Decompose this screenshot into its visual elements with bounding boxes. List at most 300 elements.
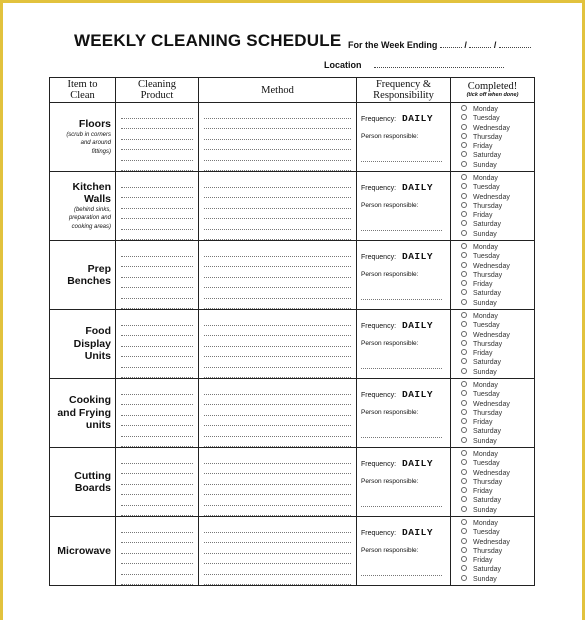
- circle-icon[interactable]: [461, 124, 467, 130]
- item-cell: [50, 517, 116, 586]
- frequency-label: Frequency:: [361, 116, 397, 123]
- day-checkbox[interactable]: [461, 202, 534, 211]
- day-label: Saturday: [473, 359, 502, 367]
- method-line[interactable]: [204, 368, 351, 379]
- product-line[interactable]: [121, 177, 193, 188]
- product-line[interactable]: [121, 161, 193, 172]
- circle-icon[interactable]: [461, 202, 467, 208]
- day-checkbox[interactable]: [461, 538, 534, 547]
- method-line[interactable]: [204, 161, 351, 172]
- day-checkbox[interactable]: [461, 105, 534, 114]
- day-checkbox[interactable]: [461, 469, 534, 478]
- method-line[interactable]: [204, 140, 351, 151]
- product-cell[interactable]: [116, 172, 199, 241]
- circle-icon[interactable]: [461, 299, 467, 305]
- day-label: Sunday: [473, 230, 497, 238]
- method-line[interactable]: [204, 416, 351, 427]
- circle-icon[interactable]: [461, 496, 467, 502]
- product-line[interactable]: [121, 543, 193, 554]
- day-checkbox[interactable]: [461, 340, 534, 349]
- day-checkbox[interactable]: [461, 299, 534, 308]
- product-line[interactable]: [121, 426, 193, 437]
- day-label: Sunday: [473, 299, 497, 307]
- day-checkbox[interactable]: [461, 289, 534, 298]
- day-label: Wednesday: [473, 124, 510, 132]
- circle-icon[interactable]: [461, 459, 467, 465]
- circle-icon[interactable]: [461, 381, 467, 387]
- day-label: Monday: [473, 382, 498, 389]
- schedule-row: [50, 172, 535, 241]
- frequency-value: DAILY: [402, 320, 434, 331]
- method-line[interactable]: [204, 188, 351, 199]
- circle-icon[interactable]: [461, 331, 467, 337]
- method-line[interactable]: [204, 495, 351, 506]
- circle-icon[interactable]: [461, 478, 467, 484]
- product-line[interactable]: [121, 129, 193, 140]
- method-line[interactable]: [204, 299, 351, 310]
- person-responsible-line[interactable]: [361, 230, 442, 231]
- week-slash-2: /: [493, 40, 497, 50]
- day-checkbox[interactable]: [461, 151, 534, 160]
- circle-icon[interactable]: [461, 358, 467, 364]
- frequency-text: [361, 251, 433, 262]
- location-field[interactable]: [324, 58, 504, 70]
- method-line[interactable]: [204, 543, 351, 554]
- method-line[interactable]: [204, 453, 351, 464]
- completed-cell: [451, 103, 535, 172]
- method-line[interactable]: [204, 150, 351, 161]
- day-checkbox[interactable]: [461, 418, 534, 427]
- product-line[interactable]: [121, 416, 193, 427]
- circle-icon[interactable]: [461, 450, 467, 456]
- day-checkbox[interactable]: [461, 565, 534, 574]
- schedule-row: [50, 379, 535, 448]
- circle-icon[interactable]: [461, 469, 467, 475]
- day-checkbox[interactable]: [461, 220, 534, 229]
- circle-icon[interactable]: [461, 368, 467, 374]
- day-checkbox[interactable]: [461, 478, 534, 487]
- frequency-value: DAILY: [402, 527, 434, 538]
- circle-icon[interactable]: [461, 400, 467, 406]
- frequency-text: [361, 389, 433, 400]
- item-cell: [50, 241, 116, 310]
- page-title: WEEKLY CLEANING SCHEDULE: [74, 31, 342, 50]
- circle-icon[interactable]: [461, 409, 467, 415]
- day-checkbox[interactable]: [461, 331, 534, 340]
- method-line[interactable]: [204, 464, 351, 475]
- product-line[interactable]: [121, 209, 193, 220]
- product-line[interactable]: [121, 368, 193, 379]
- item-note: (scrub in corners: [66, 131, 111, 138]
- method-line[interactable]: [204, 119, 351, 130]
- circle-icon[interactable]: [461, 349, 467, 355]
- person-responsible-label: Person responsible:: [361, 133, 419, 140]
- header-completed: Completed! (tick off when done): [451, 78, 535, 103]
- product-line[interactable]: [121, 395, 193, 406]
- method-cell[interactable]: [199, 172, 357, 241]
- method-cell[interactable]: [199, 241, 357, 310]
- day-checkbox[interactable]: [461, 174, 534, 183]
- product-cell[interactable]: [116, 103, 199, 172]
- day-checkbox[interactable]: [461, 358, 534, 367]
- product-line[interactable]: [121, 474, 193, 485]
- day-checkbox[interactable]: [461, 437, 534, 446]
- day-label: Wednesday: [473, 469, 510, 477]
- circle-icon[interactable]: [461, 547, 467, 553]
- day-label: Tuesday: [473, 115, 500, 123]
- day-checkbox[interactable]: [461, 506, 534, 515]
- frequency-value: DAILY: [402, 251, 434, 262]
- circle-icon[interactable]: [461, 220, 467, 226]
- method-line[interactable]: [204, 564, 351, 575]
- method-line[interactable]: [204, 246, 351, 257]
- day-label: Sunday: [473, 368, 497, 376]
- person-responsible-label: Person responsible:: [361, 202, 419, 209]
- circle-icon[interactable]: [461, 538, 467, 544]
- product-line[interactable]: [121, 150, 193, 161]
- circle-icon[interactable]: [461, 183, 467, 189]
- day-label: Tuesday: [473, 460, 500, 468]
- method-line[interactable]: [204, 288, 351, 299]
- schedule-row: [50, 517, 535, 586]
- product-line[interactable]: [121, 384, 193, 395]
- location-blank[interactable]: [374, 58, 504, 68]
- day-label: Friday: [473, 488, 493, 496]
- method-line[interactable]: [204, 230, 351, 241]
- method-line[interactable]: [204, 209, 351, 220]
- schedule-row: [50, 448, 535, 517]
- schedule-row: [50, 241, 535, 310]
- method-line[interactable]: [204, 395, 351, 406]
- product-line[interactable]: [121, 485, 193, 496]
- circle-icon[interactable]: [461, 556, 467, 562]
- completed-cell: [451, 310, 535, 379]
- day-label: Friday: [473, 419, 493, 427]
- method-line[interactable]: [204, 336, 351, 347]
- person-responsible-line[interactable]: [361, 368, 442, 369]
- day-checkbox[interactable]: [461, 390, 534, 399]
- frequency-value: DAILY: [402, 182, 434, 193]
- product-line[interactable]: [121, 315, 193, 326]
- product-line[interactable]: [121, 533, 193, 544]
- day-label: Saturday: [473, 497, 502, 505]
- method-line[interactable]: [204, 522, 351, 533]
- day-checkbox[interactable]: [461, 349, 534, 358]
- frequency-label: Frequency:: [361, 392, 397, 399]
- day-checkbox[interactable]: [461, 368, 534, 377]
- item-cell: [50, 310, 116, 379]
- circle-icon[interactable]: [461, 321, 467, 327]
- product-line[interactable]: [121, 257, 193, 268]
- person-responsible-line[interactable]: [361, 161, 442, 162]
- item-name: Floors: [78, 118, 111, 130]
- item-name: Food: [85, 325, 111, 338]
- circle-icon[interactable]: [461, 506, 467, 512]
- method-line[interactable]: [204, 177, 351, 188]
- method-cell[interactable]: [199, 448, 357, 517]
- day-label: Tuesday: [473, 529, 500, 537]
- circle-icon[interactable]: [461, 161, 467, 167]
- product-line[interactable]: [121, 405, 193, 416]
- person-responsible-line[interactable]: [361, 299, 442, 300]
- day-checkbox[interactable]: [461, 519, 534, 528]
- product-line[interactable]: [121, 554, 193, 565]
- day-checkbox[interactable]: [461, 124, 534, 133]
- week-day-blank[interactable]: [440, 38, 462, 48]
- week-slash-1: /: [464, 40, 467, 50]
- day-checkbox[interactable]: [461, 211, 534, 220]
- product-line[interactable]: [121, 108, 193, 119]
- method-line[interactable]: [204, 384, 351, 395]
- method-line[interactable]: [204, 219, 351, 230]
- item-note: preparation and: [68, 215, 111, 222]
- method-line[interactable]: [204, 554, 351, 565]
- day-checkbox[interactable]: [461, 575, 534, 584]
- schedule-table: [49, 77, 535, 586]
- table-header-row: [50, 78, 535, 103]
- product-line[interactable]: [121, 336, 193, 347]
- week-ending-label: For the Week Ending: [348, 40, 438, 50]
- day-label: Monday: [473, 175, 498, 182]
- day-checkbox[interactable]: [461, 271, 534, 280]
- location-label: Location: [324, 60, 362, 70]
- product-line[interactable]: [121, 230, 193, 241]
- circle-icon[interactable]: [461, 437, 467, 443]
- product-cell[interactable]: [116, 448, 199, 517]
- method-line[interactable]: [204, 575, 351, 586]
- day-checkbox[interactable]: [461, 183, 534, 192]
- product-cell[interactable]: [116, 310, 199, 379]
- day-checkbox[interactable]: [461, 487, 534, 496]
- day-checkbox[interactable]: [461, 321, 534, 330]
- product-line[interactable]: [121, 495, 193, 506]
- circle-icon[interactable]: [461, 390, 467, 396]
- circle-icon[interactable]: [461, 487, 467, 493]
- product-line[interactable]: [121, 326, 193, 337]
- day-checkbox[interactable]: [461, 427, 534, 436]
- product-line[interactable]: [121, 437, 193, 448]
- day-checkbox[interactable]: [461, 133, 534, 142]
- day-label: Thursday: [473, 409, 503, 417]
- frequency-text: [361, 113, 433, 124]
- circle-icon[interactable]: [461, 271, 467, 277]
- method-line[interactable]: [204, 129, 351, 140]
- method-cell[interactable]: [199, 379, 357, 448]
- method-line[interactable]: [204, 437, 351, 448]
- method-line[interactable]: [204, 278, 351, 289]
- item-name: Cooking: [69, 394, 111, 407]
- circle-icon[interactable]: [461, 105, 467, 111]
- day-checkbox[interactable]: [461, 547, 534, 556]
- day-label: Sunday: [473, 161, 497, 169]
- product-cell[interactable]: [116, 379, 199, 448]
- method-line[interactable]: [204, 474, 351, 485]
- completed-cell: [451, 172, 535, 241]
- day-checkbox[interactable]: [461, 142, 534, 151]
- person-responsible-label: Person responsible:: [361, 271, 419, 278]
- day-checkbox[interactable]: [461, 243, 534, 252]
- product-line[interactable]: [121, 278, 193, 289]
- day-checkbox[interactable]: [461, 450, 534, 459]
- day-label: Thursday: [473, 202, 503, 210]
- frequency-text: [361, 182, 433, 193]
- circle-icon[interactable]: [461, 312, 467, 318]
- product-line[interactable]: [121, 564, 193, 575]
- circle-icon[interactable]: [461, 340, 467, 346]
- method-line[interactable]: [204, 485, 351, 496]
- product-line[interactable]: [121, 119, 193, 130]
- product-line[interactable]: [121, 299, 193, 310]
- day-checkbox[interactable]: [461, 409, 534, 418]
- person-responsible-label: Person responsible:: [361, 478, 419, 485]
- circle-icon[interactable]: [461, 243, 467, 249]
- method-line[interactable]: [204, 326, 351, 337]
- completed-note: (tick off when done): [466, 92, 519, 98]
- product-cell[interactable]: [116, 241, 199, 310]
- day-checkbox[interactable]: [461, 496, 534, 505]
- circle-icon[interactable]: [461, 174, 467, 180]
- product-line[interactable]: [121, 506, 193, 517]
- frequency-text: [361, 527, 433, 538]
- circle-icon[interactable]: [461, 230, 467, 236]
- method-line[interactable]: [204, 506, 351, 517]
- product-line[interactable]: [121, 267, 193, 278]
- day-label: Monday: [473, 451, 498, 458]
- circle-icon[interactable]: [461, 133, 467, 139]
- circle-icon[interactable]: [461, 252, 467, 258]
- product-cell[interactable]: [116, 517, 199, 586]
- method-line[interactable]: [204, 257, 351, 268]
- person-responsible-line[interactable]: [361, 575, 442, 576]
- day-checkbox[interactable]: [461, 114, 534, 123]
- week-ending-field[interactable]: [348, 38, 531, 50]
- frequency-label: Frequency:: [361, 461, 397, 468]
- day-label: Saturday: [473, 428, 502, 436]
- completed-cell: [451, 241, 535, 310]
- day-checkbox[interactable]: [461, 262, 534, 271]
- day-label: Saturday: [473, 566, 502, 574]
- product-line[interactable]: [121, 464, 193, 475]
- product-line[interactable]: [121, 357, 193, 368]
- circle-icon[interactable]: [461, 114, 467, 120]
- product-line[interactable]: [121, 140, 193, 151]
- method-cell[interactable]: [199, 517, 357, 586]
- day-checkbox[interactable]: [461, 381, 534, 390]
- method-line[interactable]: [204, 357, 351, 368]
- circle-icon[interactable]: [461, 280, 467, 286]
- item-name: Walls: [83, 193, 111, 206]
- day-checkbox[interactable]: [461, 528, 534, 537]
- day-checkbox[interactable]: [461, 161, 534, 170]
- frequency-label: Frequency:: [361, 323, 397, 330]
- week-month-blank[interactable]: [469, 38, 491, 48]
- product-line[interactable]: [121, 453, 193, 464]
- person-responsible-line[interactable]: [361, 437, 442, 438]
- method-cell[interactable]: [199, 103, 357, 172]
- day-label: Monday: [473, 520, 498, 527]
- method-cell[interactable]: [199, 310, 357, 379]
- item-cell: [50, 103, 116, 172]
- product-line[interactable]: [121, 219, 193, 230]
- day-label: Thursday: [473, 478, 503, 486]
- method-line[interactable]: [204, 405, 351, 416]
- day-label: Tuesday: [473, 253, 500, 261]
- item-name: Benches: [67, 275, 111, 287]
- item-cell: [50, 172, 116, 241]
- method-line[interactable]: [204, 426, 351, 437]
- method-line[interactable]: [204, 533, 351, 544]
- circle-icon[interactable]: [461, 262, 467, 268]
- circle-icon[interactable]: [461, 427, 467, 433]
- day-checkbox[interactable]: [461, 230, 534, 239]
- person-responsible-label: Person responsible:: [361, 340, 419, 347]
- product-line[interactable]: [121, 347, 193, 358]
- product-line[interactable]: [121, 246, 193, 257]
- person-responsible-line[interactable]: [361, 506, 442, 507]
- day-label: Tuesday: [473, 391, 500, 399]
- circle-icon[interactable]: [461, 142, 467, 148]
- item-name: Boards: [74, 482, 111, 494]
- item-note: cooking areas): [71, 223, 111, 230]
- circle-icon[interactable]: [461, 519, 467, 525]
- day-label: Thursday: [473, 547, 503, 555]
- day-checkbox[interactable]: [461, 280, 534, 289]
- method-line[interactable]: [204, 198, 351, 209]
- circle-icon[interactable]: [461, 528, 467, 534]
- frequency-value: DAILY: [402, 458, 434, 469]
- frequency-cell: [357, 517, 451, 586]
- circle-icon[interactable]: [461, 151, 467, 157]
- product-line[interactable]: [121, 575, 193, 586]
- schedule-row: [50, 310, 535, 379]
- item-note: fittings): [91, 148, 111, 155]
- day-label: Monday: [473, 313, 498, 320]
- day-checkbox[interactable]: [461, 312, 534, 321]
- circle-icon[interactable]: [461, 211, 467, 217]
- product-line[interactable]: [121, 188, 193, 199]
- circle-icon[interactable]: [461, 193, 467, 199]
- day-label: Thursday: [473, 340, 503, 348]
- item-name: Kitchen: [72, 180, 111, 193]
- item-name: units: [85, 419, 111, 432]
- product-line[interactable]: [121, 288, 193, 299]
- circle-icon[interactable]: [461, 289, 467, 295]
- day-label: Wednesday: [473, 400, 510, 408]
- frequency-label: Frequency:: [361, 530, 397, 537]
- day-checkbox[interactable]: [461, 193, 534, 202]
- week-year-blank[interactable]: [499, 38, 531, 48]
- completed-cell: [451, 379, 535, 448]
- frequency-cell: [357, 241, 451, 310]
- circle-icon[interactable]: [461, 565, 467, 571]
- method-line[interactable]: [204, 347, 351, 358]
- day-checkbox[interactable]: [461, 252, 534, 261]
- day-checkbox[interactable]: [461, 400, 534, 409]
- product-line[interactable]: [121, 522, 193, 533]
- method-line[interactable]: [204, 315, 351, 326]
- day-checkbox[interactable]: [461, 459, 534, 468]
- product-line[interactable]: [121, 198, 193, 209]
- circle-icon[interactable]: [461, 418, 467, 424]
- method-line[interactable]: [204, 267, 351, 278]
- circle-icon[interactable]: [461, 575, 467, 581]
- frequency-label: Frequency:: [361, 185, 397, 192]
- method-line[interactable]: [204, 108, 351, 119]
- day-checkbox[interactable]: [461, 556, 534, 565]
- day-label: Monday: [473, 244, 498, 251]
- person-responsible-label: Person responsible:: [361, 409, 419, 416]
- day-label: Tuesday: [473, 322, 500, 330]
